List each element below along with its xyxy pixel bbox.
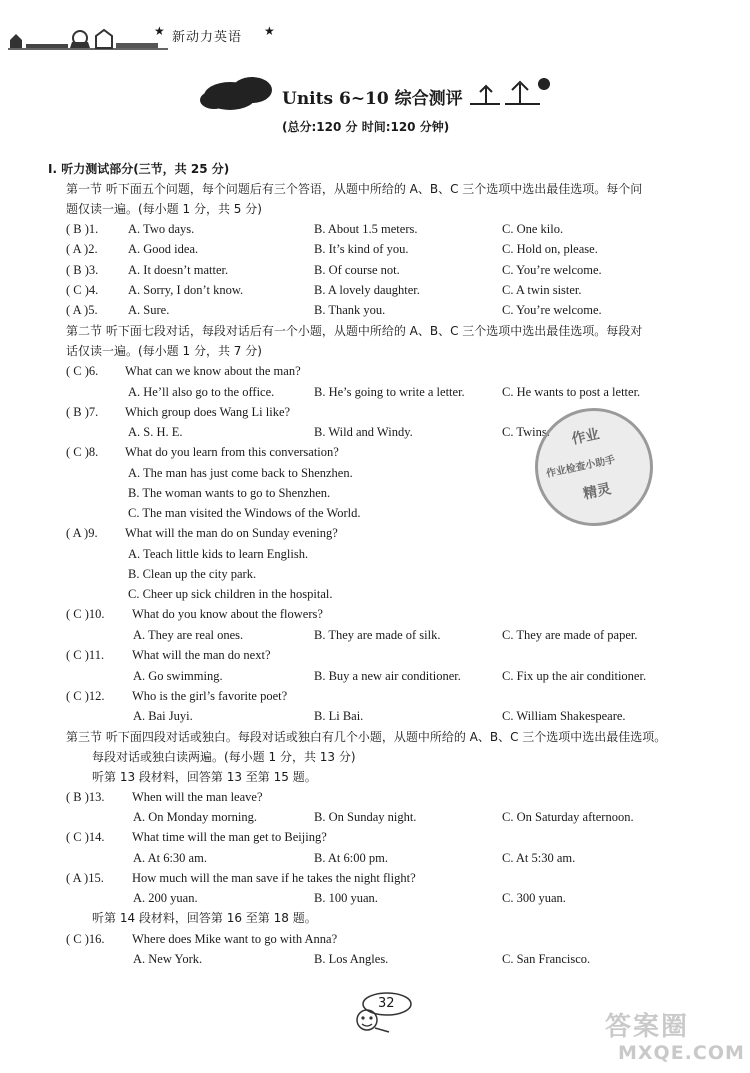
question-stem: What can we know about the man? <box>125 364 301 378</box>
question-stem: How much will the man save if he takes the night flight? <box>132 871 416 885</box>
option-b: B. Clean up the city park. <box>128 567 257 581</box>
question-answer: ( C )14. <box>66 830 105 844</box>
option-a: A. He’ll also go to the office. <box>128 385 275 399</box>
question-stem: Which group does Wang Li like? <box>125 405 291 419</box>
option-b: B. Buy a new air conditioner. <box>314 669 461 683</box>
option-c: C. Cheer up sick children in the hospital. <box>128 587 333 601</box>
question-answer: ( A )9. <box>66 526 98 540</box>
option-b: B. Wild and Windy. <box>314 425 413 439</box>
option-b: B. About 1.5 meters. <box>314 222 418 236</box>
page-title: Units 6~10 综合测评 <box>282 89 463 109</box>
option-a: A. At 6:30 am. <box>133 851 207 865</box>
option-b: B. He’s going to write a letter. <box>314 385 465 399</box>
option-b: B. At 6:00 pm. <box>314 851 388 865</box>
option-c: C. They are made of paper. <box>502 628 638 642</box>
option-b: B. Of course not. <box>314 263 400 277</box>
option-b: B. 100 yuan. <box>314 891 378 905</box>
option-a: A. Sorry, I don’t know. <box>128 283 244 297</box>
question-answer: ( B )3. <box>66 263 99 277</box>
option-c: C. At 5:30 am. <box>502 851 576 865</box>
question-answer: ( B )7. <box>66 405 99 419</box>
watermark-url: MXQE.COM <box>618 1042 745 1064</box>
watermark-text: 答案圈 <box>605 1012 690 1042</box>
part1-instruction: 第一节 听下面五个问题，每个问题后有三个答语，从题中所给的 A、B、C 三个选项中选出最佳选项。每个问 <box>66 182 643 196</box>
question-stem: What do you know about the flowers? <box>132 607 323 621</box>
option-c: C. The man visited the Windows of the World. <box>128 506 361 520</box>
question-stem: What time will the man get to Beijing? <box>132 830 327 844</box>
option-a: A. They are real ones. <box>133 628 244 642</box>
star-icon: ★ <box>264 24 275 38</box>
option-a: A. S. H. E. <box>128 425 183 439</box>
question-answer: ( A )15. <box>66 871 104 885</box>
question-answer: ( B )13. <box>66 790 105 804</box>
series-name: 新动力英语 <box>172 30 243 45</box>
part3-instruction: 第三节 听下面四段对话或独白。每段对话或独白有几个小题，从题中所给的 A、B、C 三个选项中选出最佳选项。 <box>66 730 667 744</box>
option-b: B. Thank you. <box>314 303 386 317</box>
stamp-middle-text: 作业检查小助手 <box>545 454 617 480</box>
question-stem: Who is the girl’s favorite poet? <box>132 689 288 703</box>
option-a: A. Sure. <box>128 303 170 317</box>
star-icon: ★ <box>154 24 165 38</box>
question-stem: What will the man do next? <box>132 648 271 662</box>
listening-material-note: 听第 14 段材料，回答第 16 至第 18 题。 <box>92 911 317 925</box>
part1-instruction-cont: 题仅读一遍。(每小题 1 分，共 5 分) <box>66 202 262 216</box>
question-answer: ( C )12. <box>66 689 105 703</box>
option-c: C. A twin sister. <box>502 283 582 297</box>
question-answer: ( A )2. <box>66 242 98 256</box>
option-a: A. Teach little kids to learn English. <box>128 547 309 561</box>
stamp-top-text: 作业 <box>570 426 601 448</box>
option-c: C. San Francisco. <box>502 952 591 966</box>
option-c: C. William Shakespeare. <box>502 709 626 723</box>
option-c: C. You’re welcome. <box>502 303 602 317</box>
homework-checker-stamp <box>524 397 664 537</box>
option-c: C. Twins. <box>502 425 550 439</box>
question-stem: Where does Mike want to go with Anna? <box>132 932 338 946</box>
option-b: B. They are made of silk. <box>314 628 441 642</box>
question-answer: ( C )16. <box>66 932 105 946</box>
option-b: B. On Sunday night. <box>314 810 417 824</box>
question-answer: ( C )11. <box>66 648 105 662</box>
option-c: C. On Saturday afternoon. <box>502 810 634 824</box>
question-stem: When will the man leave? <box>132 790 263 804</box>
option-b: B. The woman wants to go to Shenzhen. <box>128 486 331 500</box>
option-b: B. Los Angles. <box>314 952 389 966</box>
option-a: A. The man has just come back to Shenzhen. <box>128 466 353 480</box>
question-stem: What will the man do on Sunday evening? <box>125 526 338 540</box>
option-c: C. He wants to post a letter. <box>502 385 641 399</box>
option-a: A. 200 yuan. <box>133 891 198 905</box>
question-answer: ( A )5. <box>66 303 98 317</box>
option-b: B. Li Bai. <box>314 709 364 723</box>
option-a: A. On Monday morning. <box>133 810 257 824</box>
option-b: B. A lovely daughter. <box>314 283 420 297</box>
section-heading: I. 听力测试部分(三节，共 25 分) <box>48 162 230 176</box>
option-c: C. You’re welcome. <box>502 263 602 277</box>
question-answer: ( B )1. <box>66 222 99 236</box>
question-stem: What do you learn from this conversation? <box>125 445 339 459</box>
question-answer: ( C )4. <box>66 283 99 297</box>
page-number: 32 <box>378 996 395 1011</box>
option-a: A. Good idea. <box>128 242 199 256</box>
question-answer: ( C )6. <box>66 364 99 378</box>
option-a: A. It doesn’t matter. <box>128 263 229 277</box>
part3-instruction-cont: 每段对话或独白读两遍。(每小题 1 分，共 13 分) <box>92 750 356 764</box>
page-subtitle: (总分:120 分 时间:120 分钟) <box>282 120 450 134</box>
option-c: C. Fix up the air conditioner. <box>502 669 647 683</box>
option-a: A. Bai Juyi. <box>133 709 193 723</box>
option-b: B. It’s kind of you. <box>314 242 409 256</box>
stamp-bottom-text: 精灵 <box>581 481 613 503</box>
option-a: A. Go swimming. <box>133 669 223 683</box>
option-c: C. Hold on, please. <box>502 242 598 256</box>
option-c: C. 300 yuan. <box>502 891 566 905</box>
question-answer: ( C )8. <box>66 445 99 459</box>
question-answer: ( C )10. <box>66 607 105 621</box>
option-a: A. New York. <box>133 952 203 966</box>
option-a: A. Two days. <box>128 222 195 236</box>
part2-instruction-cont: 话仅读一遍。(每小题 1 分，共 7 分) <box>66 344 262 358</box>
part2-instruction: 第二节 听下面七段对话，每段对话后有一个小题，从题中所给的 A、B、C 三个选项中选出最佳选项。每段对 <box>66 324 643 338</box>
listening-material-note: 听第 13 段材料，回答第 13 至第 15 题。 <box>92 770 317 784</box>
option-c: C. One kilo. <box>502 222 564 236</box>
